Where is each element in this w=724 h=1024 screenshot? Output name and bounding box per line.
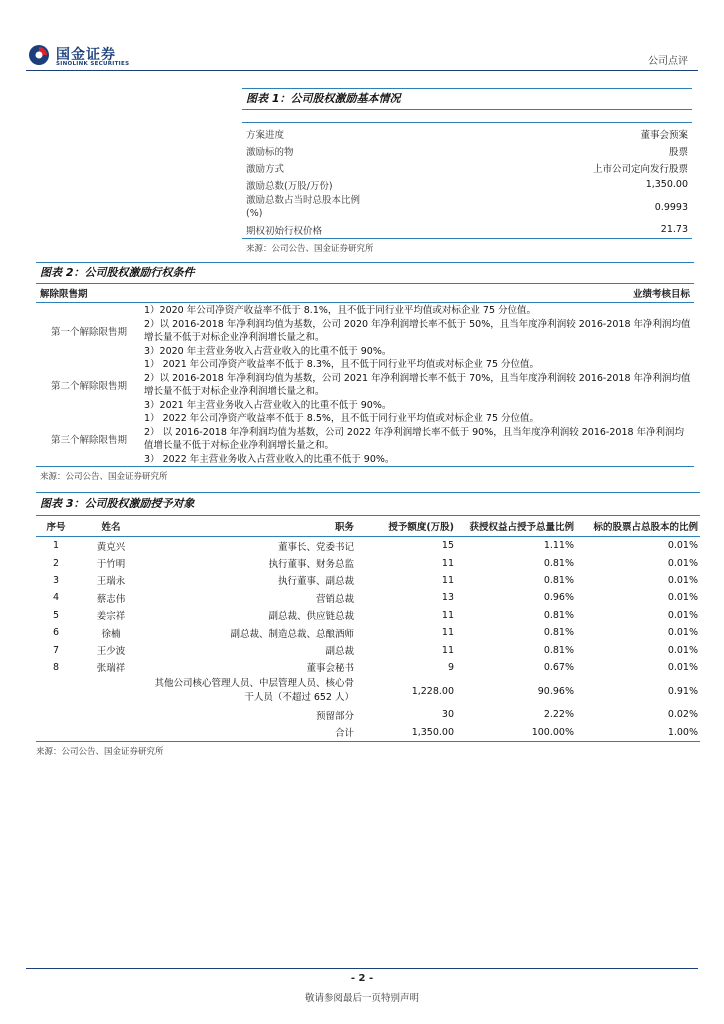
row-role: 其他公司核心管理人员、中层管理人员、核心骨干人员（不超过 652 人） [154, 678, 354, 704]
row-no: 6 [52, 627, 60, 639]
table2-title: 图表 2：公司股权激励行权条件 [40, 266, 195, 279]
table-basic-info [242, 88, 692, 254]
row-label: 激励总数(万股/万份) [246, 180, 333, 192]
row-pct-grant: 90.96% [537, 685, 574, 697]
table-row [36, 706, 700, 723]
vesting-group [36, 304, 694, 358]
row-amount: 9 [447, 661, 454, 673]
table3-source: 来源：公司公告、国金证券研究所 [36, 746, 164, 757]
table-row [36, 724, 700, 742]
condition-item: 2） 以 2016-2018 年净利润均值为基数，公司 2022 年净利润增长率不低于 90%，且当年度净利润较 2016-2018 年净利润均值增长量不低于对标企业净利润增长量之和。 [144, 426, 685, 451]
row-label: 期权初始行权价格 [246, 225, 323, 237]
row-pct-total: 0.01% [667, 557, 698, 569]
row-no [36, 676, 76, 706]
row-role: 董事会秘书 [306, 663, 354, 675]
header-stage: 解除限售期 [40, 289, 88, 300]
header-divider [26, 70, 698, 71]
table1-source: 来源：公司公告、国金证券研究所 [246, 244, 374, 254]
row-pct-grant: 0.96% [543, 592, 574, 604]
row-role: 董事长、党委书记 [277, 541, 354, 553]
table-row [242, 142, 692, 159]
row-label: 激励方式 [246, 163, 285, 175]
row-pct-total: 0.01% [667, 540, 698, 552]
row-pct-grant: 0.67% [543, 661, 574, 673]
logo-chinese-name: 国金证券 [56, 47, 116, 63]
row-pct-grant: 0.81% [543, 609, 574, 621]
row-name [76, 706, 146, 723]
table-row [36, 589, 700, 606]
logo-english-name: SINOLINK SECURITIES [56, 61, 130, 67]
row-pct-total: 0.01% [667, 627, 698, 639]
row-value: 股票 [668, 146, 688, 158]
row-pct-grant: 0.81% [543, 644, 574, 656]
row-no: 5 [52, 609, 60, 621]
stage-label: 第二个解除限售期 [50, 381, 127, 392]
table-row [36, 554, 700, 571]
row-no [36, 724, 76, 742]
condition-item: 2）以 2016-2018 年净利润均值为基数，公司 2021 年净利润增长率不低于 70%，且当年度净利润较 2016-2018 年净利润均值增长量不低于对标企业净利润增长量之和。 [144, 372, 691, 397]
row-pct-total: 0.01% [667, 661, 698, 673]
condition-item: 2）以 2016-2018 年净利润均值为基数，公司 2020 年净利润增长率不低于 50%，且当年度净利润较 2016-2018 年净利润均值增长量不低于对标企业净利润增长量之和。 [144, 318, 691, 343]
row-amount: 30 [441, 709, 454, 721]
table-row [36, 641, 700, 658]
header-no: 序号 [36, 516, 76, 537]
page-number: - 2 - [350, 973, 374, 984]
row-name: 于竹明 [96, 559, 126, 571]
header-pct-grant: 获授权益占授予总量比例 [456, 516, 576, 537]
stage-label: 第一个解除限售期 [50, 327, 127, 338]
section-label: 公司点评 [648, 56, 688, 67]
condition-item: 1）2020 年公司净资产收益率不低于 8.1%，且不低于同行业平均值或对标企业 75 分位值。 [144, 305, 537, 316]
table3-title: 图表 3：公司股权激励授予对象 [40, 497, 195, 510]
row-amount: 11 [441, 557, 454, 569]
condition-item: 3）2021 年主营业务收入占营业收入的比重不低于 90%。 [144, 399, 392, 411]
row-amount: 1,228.00 [411, 685, 454, 697]
table1-header-spacer [242, 110, 692, 123]
row-label: 激励标的物 [246, 146, 294, 158]
row-pct-grant: 0.81% [543, 557, 574, 569]
row-role: 副总裁 [325, 646, 354, 658]
row-pct-total: 0.91% [667, 685, 698, 697]
row-label: 激励总数占当时总股本比例(%) [246, 195, 361, 219]
row-pct-grant: 0.81% [543, 574, 574, 586]
row-name: 王少波 [96, 646, 126, 658]
table-header-row [36, 516, 700, 537]
disclaimer-note: 敬请参阅最后一页特别声明 [304, 993, 419, 1004]
row-name: 姜宗祥 [96, 611, 126, 623]
row-role: 营销总裁 [315, 593, 354, 605]
row-amount: 11 [441, 627, 454, 639]
row-value: 董事会预案 [640, 129, 688, 141]
row-pct-grant: 100.00% [456, 724, 576, 742]
table-vesting-conditions [36, 262, 694, 482]
row-amount: 11 [441, 609, 454, 621]
row-label: 方案进度 [246, 129, 285, 141]
table-row [242, 159, 692, 176]
company-logo [26, 42, 136, 72]
header-name: 姓名 [76, 516, 146, 537]
row-role: 合计 [146, 724, 356, 742]
row-name [76, 724, 146, 742]
condition-item: 1） 2022 年公司净资产收益率不低于 8.5%，且不低于同行业平均值或对标企业 75 分位值。 [144, 413, 540, 424]
row-role: 执行董事、财务总监 [268, 559, 354, 571]
row-no: 1 [52, 540, 60, 552]
table-row [242, 176, 692, 193]
table-row [36, 676, 700, 706]
row-name: 黄克兴 [96, 541, 126, 553]
row-no [36, 706, 76, 723]
footer-divider [26, 968, 698, 969]
table-row [36, 572, 700, 589]
row-amount: 13 [441, 592, 454, 604]
row-amount: 11 [441, 574, 454, 586]
header-role: 职务 [146, 516, 356, 537]
row-no: 7 [52, 644, 60, 656]
row-pct-total: 0.01% [667, 644, 698, 656]
row-amount: 11 [441, 644, 454, 656]
condition-item: 3）2020 年主营业务收入占营业收入的比重不低于 90%。 [144, 345, 392, 357]
row-pct-grant: 1.11% [543, 540, 574, 552]
row-role: 预留部分 [315, 710, 354, 722]
table1-title: 图表 1：公司股权激励基本情况 [246, 92, 401, 105]
header-pct-total: 标的股票占总股本的比例 [576, 516, 700, 537]
row-value: 上市公司定向发行股票 [592, 163, 688, 175]
row-no: 3 [52, 574, 60, 586]
row-pct-total: 0.02% [667, 709, 698, 721]
row-value: 21.73 [660, 224, 688, 235]
header-amount: 授予额度(万股) [356, 516, 456, 537]
row-name: 蔡志伟 [96, 593, 126, 605]
table-row [36, 624, 700, 641]
row-pct-grant: 0.81% [543, 627, 574, 639]
row-no: 8 [52, 661, 60, 673]
table1-rows [242, 123, 692, 239]
row-name: 王瑞永 [96, 576, 126, 588]
row-value: 1,350.00 [645, 179, 688, 190]
row-amount: 15 [441, 540, 454, 552]
row-pct-total: 0.01% [667, 574, 698, 586]
table-row [36, 537, 700, 555]
table-grant-recipients [36, 492, 700, 757]
row-pct-total: 0.01% [667, 609, 698, 621]
row-value: 0.9993 [654, 201, 688, 213]
row-role: 副总裁、供应链总裁 [268, 611, 354, 623]
row-name: 徐楠 [101, 628, 121, 640]
stage-label: 第三个解除限售期 [50, 435, 127, 446]
row-pct-total: 1.00% [576, 724, 700, 742]
table-row [242, 125, 692, 142]
vesting-group [36, 358, 694, 412]
table-row [36, 659, 700, 676]
recipients-table [36, 516, 700, 742]
row-no: 4 [52, 592, 60, 604]
condition-item: 1） 2021 年公司净资产收益率不低于 8.3%，且不低于同行业平均值或对标企业 75 分位值。 [144, 359, 540, 370]
row-name [76, 676, 146, 706]
row-name: 张瑞祥 [96, 663, 126, 675]
table-row [242, 221, 692, 238]
table2-source: 来源：公司公告、国金证券研究所 [40, 472, 168, 482]
row-pct-grant: 2.22% [543, 709, 574, 721]
row-role: 副总裁、制造总裁、总酿酒师 [230, 628, 354, 640]
row-role: 执行董事、副总裁 [277, 576, 354, 588]
table2-header [36, 284, 694, 303]
vesting-group [36, 412, 694, 466]
table-row [242, 193, 692, 221]
sinolink-logo-icon [28, 44, 50, 66]
row-amount: 1,350.00 [356, 724, 456, 742]
row-pct-total: 0.01% [667, 592, 698, 604]
condition-item: 3） 2022 年主营业务收入占营业收入的比重不低于 90%。 [144, 453, 395, 465]
table2-body [36, 303, 694, 467]
header-target: 业绩考核目标 [632, 289, 690, 300]
row-no: 2 [52, 557, 60, 569]
table-row [36, 607, 700, 624]
